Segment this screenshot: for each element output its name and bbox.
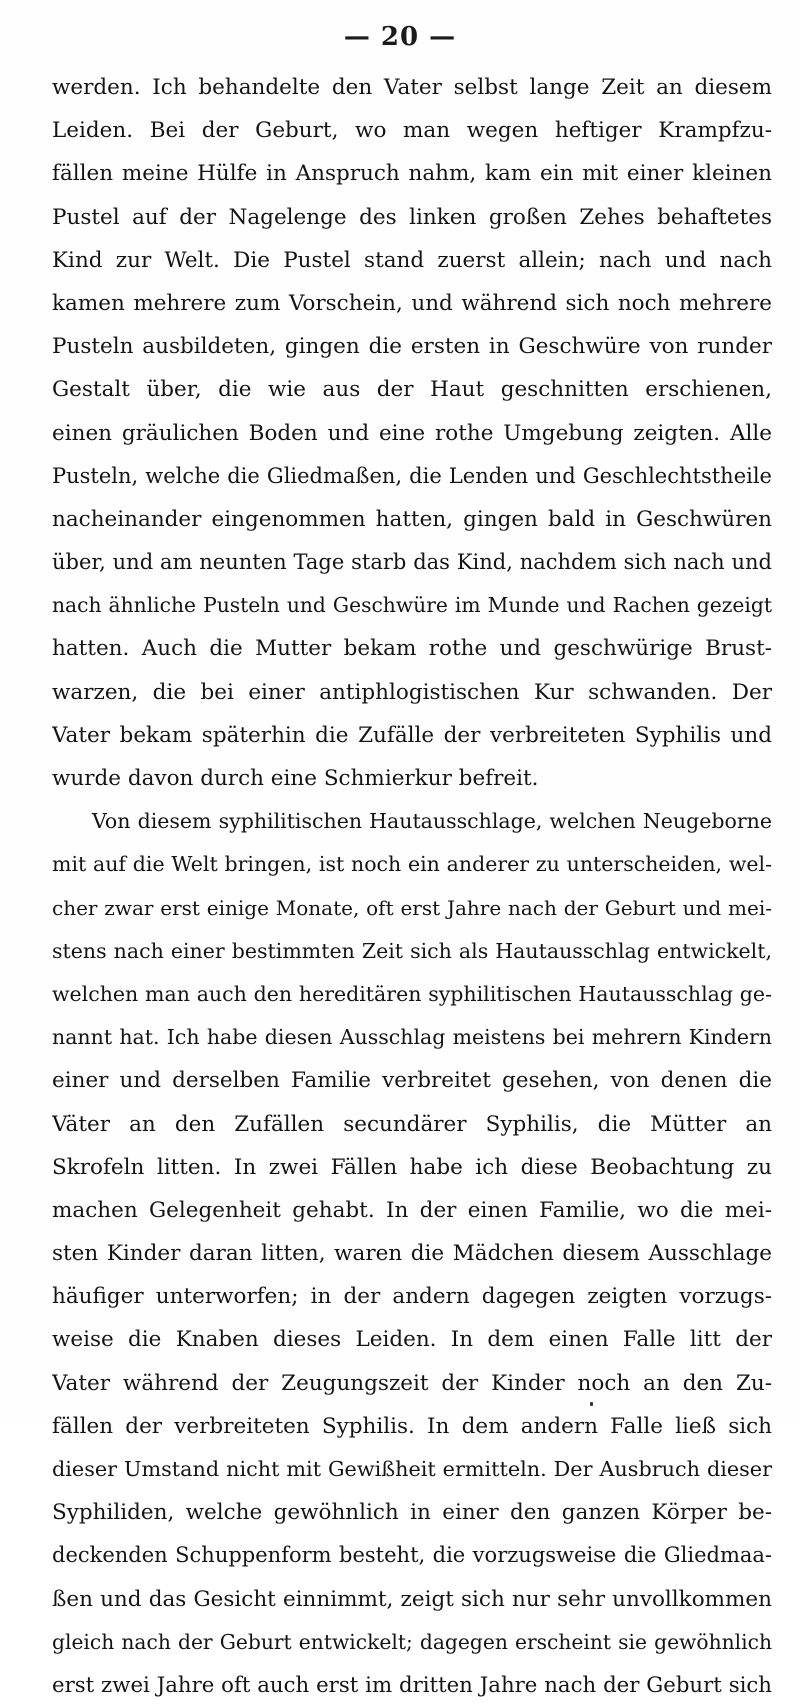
text-line: Kind zur Welt. Die Pustel stand zuerst allein; nach und nach [52,247,772,273]
text-line: Syphiliden, welche gewöhnlich in einer den ganzen Körper be- [52,1500,772,1526]
text-line: über, und am neunten Tage starb das Kind, nachdem sich nach und [52,550,772,575]
text-line: einer und derselben Familie verbreitet gesehen, von denen die [52,1068,772,1094]
text-line: häufiger unterworfen; in der andern dagegen zeigten vorzugs- [52,1284,772,1310]
text-line: werden. Ich behandelte den Vater selbst lange Zeit an diesem [52,75,772,100]
text-line: wurde davon durch eine Schmierkur befreit. [52,766,539,791]
text-line: nacheinander eingenommen hatten, gingen bald in Geschwüren [52,506,772,532]
text-line: erst zwei Jahre oft auch erst im dritten Jahre nach der Geburt sich [52,1672,772,1698]
paragraph-start-line: Von diesem syphilitischen Hautausschlage, welchen Neugeborne [92,809,772,834]
text-line: Vater bekam späterhin die Zufälle der verbreiteten Syphilis und [52,722,772,748]
text-line: machen Gelegenheit gehabt. In der einen Familie, wo die mei- [52,1197,772,1223]
text-line: Skrofeln litten. In zwei Fällen habe ich diese Beobachtung zu [52,1154,772,1180]
text-line: ßen und das Gesicht einnimmt, zeigt sich nur sehr unvollkommen [52,1586,772,1612]
text-line: cher zwar erst einige Monate, oft erst Jahre nach der Geburt und mei- [52,895,772,920]
text-line: Gestalt über, die wie aus der Haut geschnitten erschienen, [52,377,772,403]
text-line: fällen der verbreiteten Syphilis. In dem andern Falle ließ sich [52,1413,772,1439]
text-line: Pustel auf der Nagelenge des linken großen Zehes behaftetes [52,204,772,230]
text-line: nannt hat. Ich habe diesen Ausschlag meistens bei mehrern Kindern [52,1025,772,1050]
body-text [52,66,772,1707]
text-line: Pusteln ausbildeten, gingen die ersten in Geschwüre von runder [52,334,772,360]
text-line: Väter an den Zufällen secundärer Syphilis, die Mütter an [52,1111,772,1137]
text-line: dieser Umstand nicht mit Gewißheit ermitteln. Der Ausbruch dieser [52,1457,772,1481]
text-line: einen gräulichen Boden und eine rothe Umgebung zeigten. Alle [52,420,772,446]
text-line: Leiden. Bei der Geburt, wo man wegen heftiger Krampfzu- [52,118,772,144]
text-line: gleich nach der Geburt entwickelt; dagegen erscheint sie gewöhnlich [52,1629,772,1654]
text-line: Pusteln, welche die Gliedmaßen, die Lenden und Geschlechtstheile [52,463,772,488]
text-line: hatten. Auch die Mutter bekam rothe und geschwürige Brust- [52,636,772,662]
text-line: mit auf die Welt bringen, ist noch ein anderer zu unterscheiden, wel- [52,852,772,877]
text-line: kamen mehrere zum Vorschein, und während sich noch mehrere [52,290,772,316]
text-line: weise die Knaben dieses Leiden. In dem einen Falle litt der [52,1327,772,1353]
text-line: welchen man auch den hereditären syphilitischen Hautausschlag ge- [52,981,772,1006]
text-line: fällen meine Hülfe in Anspruch nahm, kam ein mit einer kleinen [52,161,772,187]
print-speck [590,1402,593,1406]
text-line: stens nach einer bestimmten Zeit sich als Hautausschlag entwickelt, [52,938,772,963]
text-line: warzen, die bei einer antiphlogistischen Kur schwanden. Der [52,679,772,705]
text-line: nach ähnliche Pusteln und Geschwüre im Munde und Rachen gezeigt [52,593,772,618]
text-line: Vater während der Zeugungszeit der Kinder noch an den Zu- [52,1370,772,1396]
page-number: — 20 — [343,22,457,52]
text-line: deckenden Schuppenform besteht, die vorzugsweise die Gliedmaa- [52,1543,772,1568]
text-line: sten Kinder daran litten, waren die Mädchen diesem Ausschlage [52,1241,772,1267]
